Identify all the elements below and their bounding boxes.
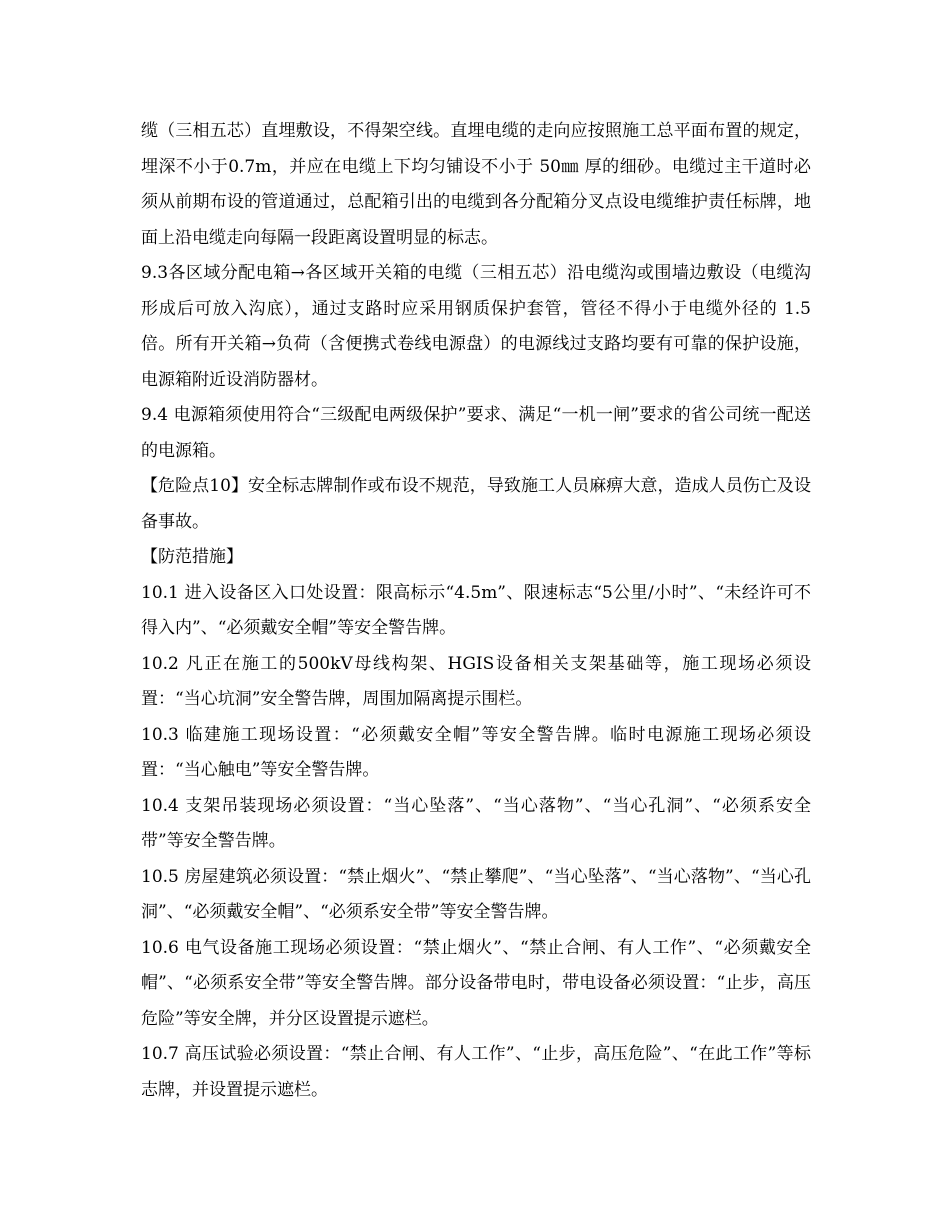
paragraph-measures-heading: 【防范措施】: [141, 547, 243, 567]
paragraph-10-7: 10.7 高压试验必须设置：“禁止合闸、有人工作”、“止步，高压危险”、“在此工作”等标志牌，并设置提示遮栏。: [141, 1044, 811, 1100]
paragraph-hazard-10: 【危险点10】安全标志牌制作或布设不规范，导致施工人员麻痹大意，造成人员伤亡及设备事故。: [141, 476, 811, 532]
paragraph-10-6: 10.6 电气设备施工现场必须设置：“禁止烟火”、“禁止合闸、有人工作”、“必须戴安全帽”、“必须系安全带”等安全警告牌。部分设备带电时，带电设备必须设置：“止步，高压危险”等安全牌，并分区设置提示遮栏。: [141, 937, 811, 1029]
paragraph-10-2: 10.2 凡正在施工的500kV母线构架、HGIS设备相关支架基础等，施工现场必须设置：“当心坑洞”安全警告牌，周围加隔离提示围栏。: [141, 653, 811, 709]
paragraph-10-1: 10.1 进入设备区入口处设置：限高标示“4.5m”、限速标志“5公里/小时”、“未经许可不得入内”、“必须戴安全帽”等安全警告牌。: [141, 582, 811, 638]
document-body: [141, 114, 811, 1108]
paragraph-cable-burial: 缆（三相五芯）直埋敷设，不得架空线。直埋电缆的走向应按照施工总平面布置的规定，埋深不小于0.7m，并应在电缆上下均匀铺设不小于 50㎜ 厚的细砂。电缆过主干道时必须从前期布设的管道通过，总配箱引出的电缆到各分配箱分叉点设电缆维护责任标牌，地面上沿电缆走向每隔一段距离设置明显的标志。: [141, 121, 811, 248]
paragraph-10-5: 10.5 房屋建筑必须设置：“禁止烟火”、“禁止攀爬”、“当心坠落”、“当心落物”、“当心孔洞”、“必须戴安全帽”、“必须系安全带”等安全警告牌。: [141, 866, 811, 922]
paragraph-9-3: 9.3各区域分配电箱→各区域开关箱的电缆（三相五芯）沿电缆沟或围墙边敷设（电缆沟形成后可放入沟底），通过支路时应采用钢质保护套管，管径不得小于电缆外径的 1.5 倍。所有开关箱→负荷（含便携式卷线电源盘）的电源线过支路均要有可靠的保护设施，电源箱附近设消防器材。: [141, 263, 811, 390]
paragraph-9-4: 9.4 电源箱须使用符合“三级配电两级保护”要求、满足“一机一闸”要求的省公司统一配送的电源箱。: [141, 405, 811, 461]
paragraph-10-4: 10.4 支架吊装现场必须设置：“当心坠落”、“当心落物”、“当心孔洞”、“必须系安全带”等安全警告牌。: [141, 795, 811, 851]
paragraph-10-3: 10.3 临建施工现场设置：“必须戴安全帽”等安全警告牌。临时电源施工现场必须设置：“当心触电”等安全警告牌。: [141, 724, 811, 780]
